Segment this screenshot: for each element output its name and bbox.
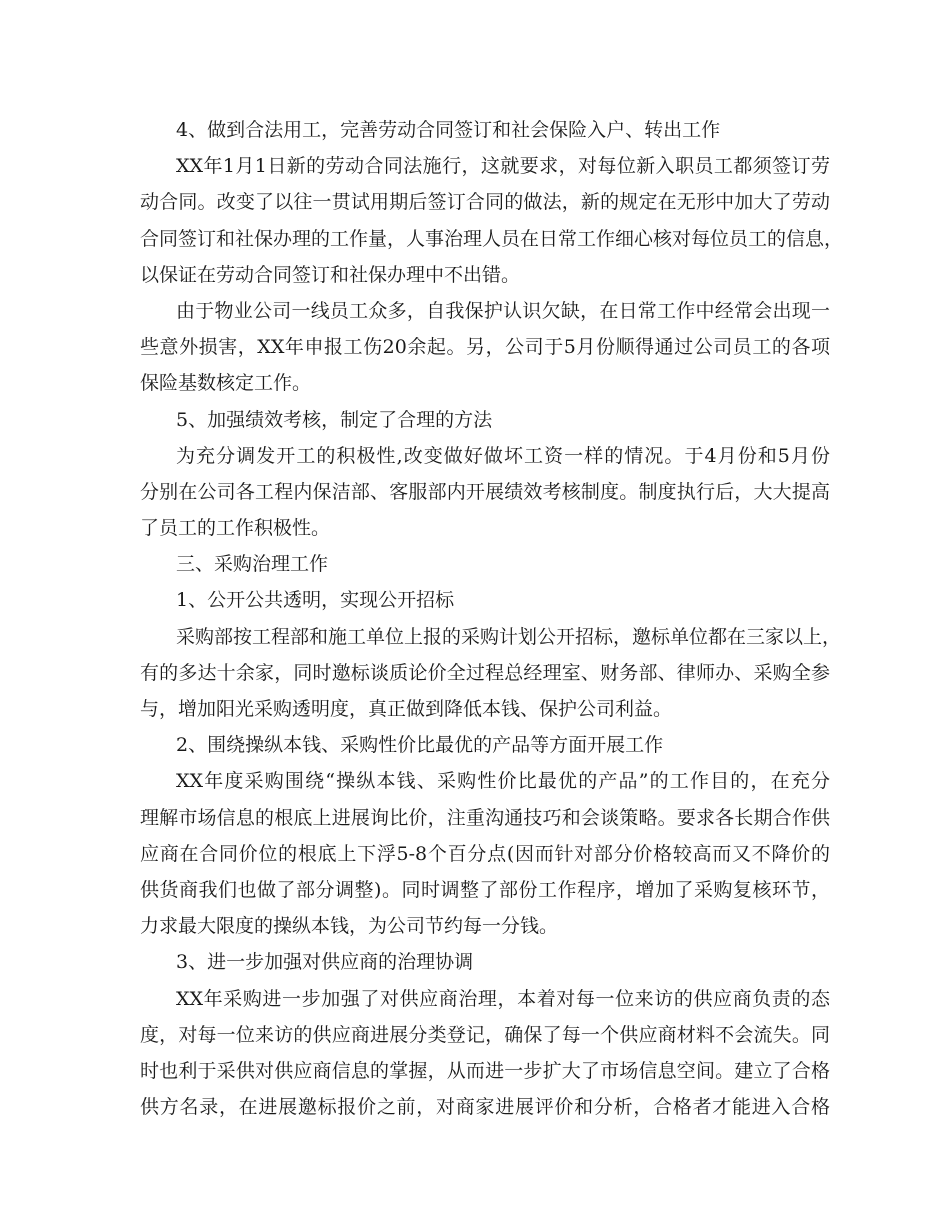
paragraph-line: 合同签订和社保办理的工作量，人事治理人员在日常工作细心核对每位员工的信息，	[140, 227, 844, 250]
heading-performance: 5、加强绩效考核，制定了合理的方法	[176, 408, 493, 431]
paragraph-line: 采购部按工程部和施工单位上报的采购计划公开招标，邀标单位都在三家以上，	[176, 625, 842, 648]
paragraph-line: 与，增加阳光采购透明度，真正做到降低本钱、保护公司利益。	[140, 698, 673, 720]
heading-cost-control: 2、围绕操纵本钱、采购性价比最优的产品等方面开展工作	[176, 734, 664, 757]
paragraph-line: 时也利于采供对供应商信息的掌握，从而进一步扩大了市场信息空间。建立了合格	[140, 1059, 830, 1082]
paragraph-line: 保险基数核定工作。	[140, 372, 312, 395]
paragraph-line: 些意外损害，XX年申报工伤20余起。另，公司于5月份顺得通过公司员工的各项	[140, 336, 830, 359]
paragraph-line: XX年1月1日新的劳动合同法施行，这就要求，对每位新入职员工都须签订劳	[176, 155, 830, 178]
paragraph-line: 动合同。改变了以往一贯试用期后签订合同的做法，新的规定在无形中加大了劳动	[140, 191, 830, 214]
paragraph-line: 应商在合同价位的根底上下浮5-8个百分点(因而针对部分价格较高而又不降价的	[140, 842, 830, 865]
paragraph-line: 以保证在劳动合同签订和社保办理中不出错。	[140, 263, 521, 286]
heading-supplier-management: 3、进一步加强对供应商的治理协调	[176, 951, 474, 974]
paragraph-line: 为充分调发开工的积极性,改变做好做坏工资一样的情况。于4月份和5月份	[176, 444, 830, 467]
paragraph-line: 力求最大限度的操纵本钱，为公司节约每一分钱。	[140, 915, 559, 938]
paragraph-line: XX年度采购围绕“操纵本钱、采购性价比最优的产品”的工作目的，在充分	[176, 770, 830, 793]
paragraph-line: 度，对每一位来访的供应商进展分类登记，确保了每一个供应商材料不会流失。同	[140, 1023, 830, 1046]
paragraph-line: 供货商我们也做了部分调整)。同时调整了部份工作程序，增加了采购复核环节，	[140, 878, 830, 901]
paragraph-line: 有的多达十余家，同时邀标谈质论价全过程总经理室、财务部、律师办、采购全参	[140, 661, 830, 684]
document-page	[140, 112, 844, 1125]
heading-legal-employment: 4、做到合法用工，完善劳动合同签订和社会保险入户、转出工作	[176, 119, 721, 141]
paragraph-line: XX年采购进一步加强了对供应商治理，本着对每一位来访的供应商负责的态	[176, 987, 830, 1010]
paragraph-line: 分别在公司各工程内保洁部、客服部内开展绩效考核制度。制度执行后，大大提高	[140, 480, 830, 503]
section-heading-procurement: 三、采购治理工作	[176, 553, 329, 576]
paragraph-line: 理解市场信息的根底上进展询比价，注重沟通技巧和会谈策略。要求各长期合作供	[140, 806, 830, 829]
paragraph-line: 了员工的工作积极性。	[140, 517, 331, 540]
paragraph-line: 供方名录，在进展邀标报价之前，对商家进展评价和分析，合格者才能进入合格	[140, 1096, 830, 1119]
paragraph-line: 由于物业公司一线员工众多，自我保护认识欠缺，在日常工作中经常会出现一	[176, 299, 830, 322]
heading-open-bidding: 1、公开公共透明，实现公开招标	[176, 589, 455, 612]
